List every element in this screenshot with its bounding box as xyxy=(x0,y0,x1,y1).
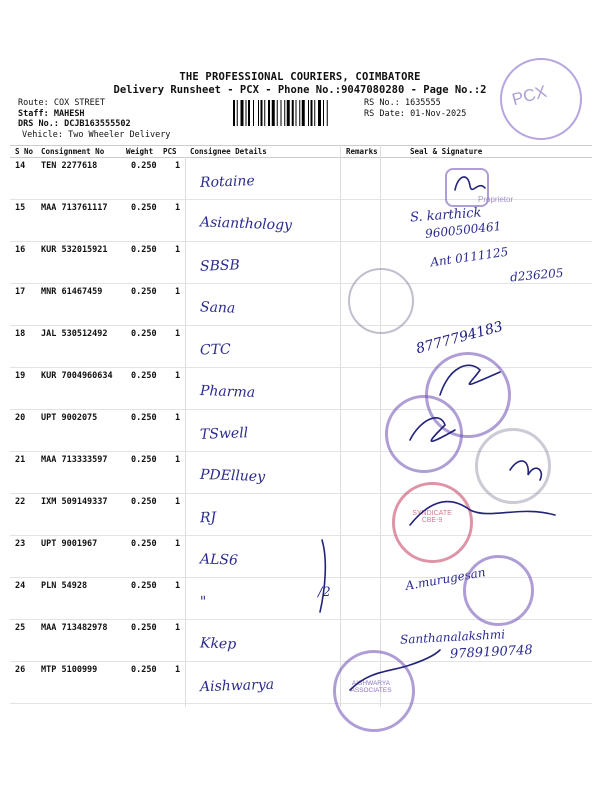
rs-date-value: 01-Nov-2025 xyxy=(410,108,467,119)
signature-row15: S. karthick xyxy=(409,205,482,226)
sig-scribble-26 xyxy=(350,650,440,690)
row-sno: 21 xyxy=(15,455,26,465)
row-consignment: JAL 530512492 xyxy=(41,329,108,339)
row-consignee-handwriting: TSwell xyxy=(199,425,249,443)
row-consignee-handwriting: CTC xyxy=(199,341,232,359)
staff-value: MAHESH xyxy=(53,108,85,119)
row-consignee-handwriting: Rotaine xyxy=(199,173,255,191)
row-consignee-handwriting: " xyxy=(199,593,207,611)
row-consignment: MAA 713761117 xyxy=(41,203,108,213)
row-weight: 0.250 xyxy=(131,329,157,339)
signature-row25: Santhanalakshmi xyxy=(399,627,506,647)
row-sno: 20 xyxy=(15,413,26,423)
vehicle-value: Two Wheeler Delivery xyxy=(68,129,171,140)
company-title: THE PROFESSIONAL COURIERS, COIMBATORE xyxy=(179,71,421,83)
row-weight: 0.250 xyxy=(131,665,157,675)
vehicle-line: Vehicle: Two Wheeler Delivery xyxy=(22,129,171,140)
row-consignment: UPT 9001967 xyxy=(41,539,98,549)
row-weight: 0.250 xyxy=(131,245,157,255)
row-weight: 0.250 xyxy=(131,371,157,381)
sig-scribble-23 xyxy=(320,540,325,612)
row-consignee-handwriting: Asianthology xyxy=(199,214,293,234)
sig-scribble-14 xyxy=(455,177,485,190)
drs-line: DRS No.: DCJB163555502 xyxy=(18,119,131,129)
aishwarya-stamp-text: AISHWARYA ASSOCIATES xyxy=(350,680,392,694)
row-sno: 19 xyxy=(15,371,26,381)
col-header-consignment: Consignment No xyxy=(41,147,105,156)
proprietor-text: Proprietor xyxy=(478,195,514,204)
row-pcs: 1 xyxy=(175,287,181,297)
row-weight: 0.250 xyxy=(131,413,157,423)
row-pcs: 1 xyxy=(175,203,181,213)
row-pcs: 1 xyxy=(175,623,181,633)
row-pcs: 1 xyxy=(175,581,181,591)
phone-row25: 9789190748 xyxy=(449,642,534,663)
drs-value: DCJB163555502 xyxy=(64,119,131,129)
route-line: Route: COX STREET xyxy=(18,98,106,108)
row-consignment: IXM 509149337 xyxy=(41,497,108,507)
mark-row24: /2 xyxy=(318,585,331,600)
signature-row24: A.murugesan xyxy=(404,565,487,593)
row-sno: 15 xyxy=(15,203,26,213)
sig-scribble-19 xyxy=(440,365,500,395)
row-consignment: UPT 9002075 xyxy=(41,413,98,423)
row-consignee-handwriting: Pharma xyxy=(199,383,256,401)
row-consignment: MAA 713482978 xyxy=(41,623,108,633)
row-sno: 25 xyxy=(15,623,26,633)
rs-no-line: RS No.: 1635555 xyxy=(364,98,441,108)
row-weight: 0.250 xyxy=(131,623,157,633)
row-pcs: 1 xyxy=(175,413,181,423)
row-weight: 0.250 xyxy=(131,455,157,465)
row-pcs: 1 xyxy=(175,665,181,675)
row-pcs: 1 xyxy=(175,161,181,171)
row-weight: 0.250 xyxy=(131,161,157,171)
staff-line: Staff: MAHESH xyxy=(18,108,85,119)
row-sno: 18 xyxy=(15,329,26,339)
row-consignment: MNR 61467459 xyxy=(41,287,103,297)
number-row16: d236205 xyxy=(509,265,565,285)
row-sno: 22 xyxy=(15,497,26,507)
row-consignee-handwriting: Kkep xyxy=(199,635,237,653)
row-consignee-handwriting: SBSB xyxy=(199,257,241,275)
row-sno: 17 xyxy=(15,287,26,297)
route-value: COX STREET xyxy=(53,98,106,108)
row-consignment: TEN 2277618 xyxy=(41,161,98,171)
syndicate-text: SYNDICATE CBE-9 xyxy=(412,510,452,524)
rs-date-line: RS Date: 01-Nov-2025 xyxy=(364,108,467,119)
row-sno: 16 xyxy=(15,245,26,255)
row-weight: 0.250 xyxy=(131,497,157,507)
col-header-seal: Seal & Signature xyxy=(410,147,483,156)
row-sno: 24 xyxy=(15,581,26,591)
row-pcs: 1 xyxy=(175,539,181,549)
row-pcs: 1 xyxy=(175,455,181,465)
col-header-pcs: PCS xyxy=(163,147,177,156)
row-weight: 0.250 xyxy=(131,203,157,213)
col-header-consignee: Consignee Details xyxy=(190,147,267,156)
phone-row15: 9600500461 xyxy=(424,219,502,241)
row-pcs: 1 xyxy=(175,371,181,381)
row-consignment: KUR 532015921 xyxy=(41,245,108,255)
row-sno: 14 xyxy=(15,161,26,171)
row-consignee-handwriting: ALS6 xyxy=(199,551,239,569)
sig-scribble-20 xyxy=(410,418,455,441)
row-weight: 0.250 xyxy=(131,539,157,549)
phone-row18: 8777794183 xyxy=(414,318,505,358)
row-consignment: PLN 54928 xyxy=(41,581,88,591)
row-weight: 0.250 xyxy=(131,581,157,591)
row-consignee-handwriting: RJ xyxy=(199,509,217,527)
sig-scribble-21 xyxy=(510,461,541,480)
row-sno: 26 xyxy=(15,665,26,675)
pcx-stamp-text: PCX xyxy=(510,81,549,110)
col-header-weight: Weight xyxy=(126,147,154,156)
signature-row16: Ant 0111125 xyxy=(429,244,510,270)
col-header-remarks: Remarks xyxy=(346,147,378,156)
row-consignee-handwriting: Sana xyxy=(199,299,236,317)
row-consignment: MAA 713333597 xyxy=(41,455,108,465)
row-pcs: 1 xyxy=(175,329,181,339)
row-pcs: 1 xyxy=(175,245,181,255)
rs-no-value: 1635555 xyxy=(404,98,441,108)
row-pcs: 1 xyxy=(175,497,181,507)
row-consignee-handwriting: Aishwarya xyxy=(199,676,275,696)
row-weight: 0.250 xyxy=(131,287,157,297)
runsheet-title: Delivery Runsheet - PCX - Phone No.:9047080280 - Page No.:2 xyxy=(113,84,487,96)
sig-scribble-22 xyxy=(410,502,555,525)
row-consignee-handwriting: PDElluey xyxy=(199,466,266,486)
col-header-sno: S No xyxy=(15,147,34,156)
row-sno: 23 xyxy=(15,539,26,549)
row-consignment: KUR 7004960634 xyxy=(41,371,113,381)
row-consignment: MTP 5100999 xyxy=(41,665,98,675)
